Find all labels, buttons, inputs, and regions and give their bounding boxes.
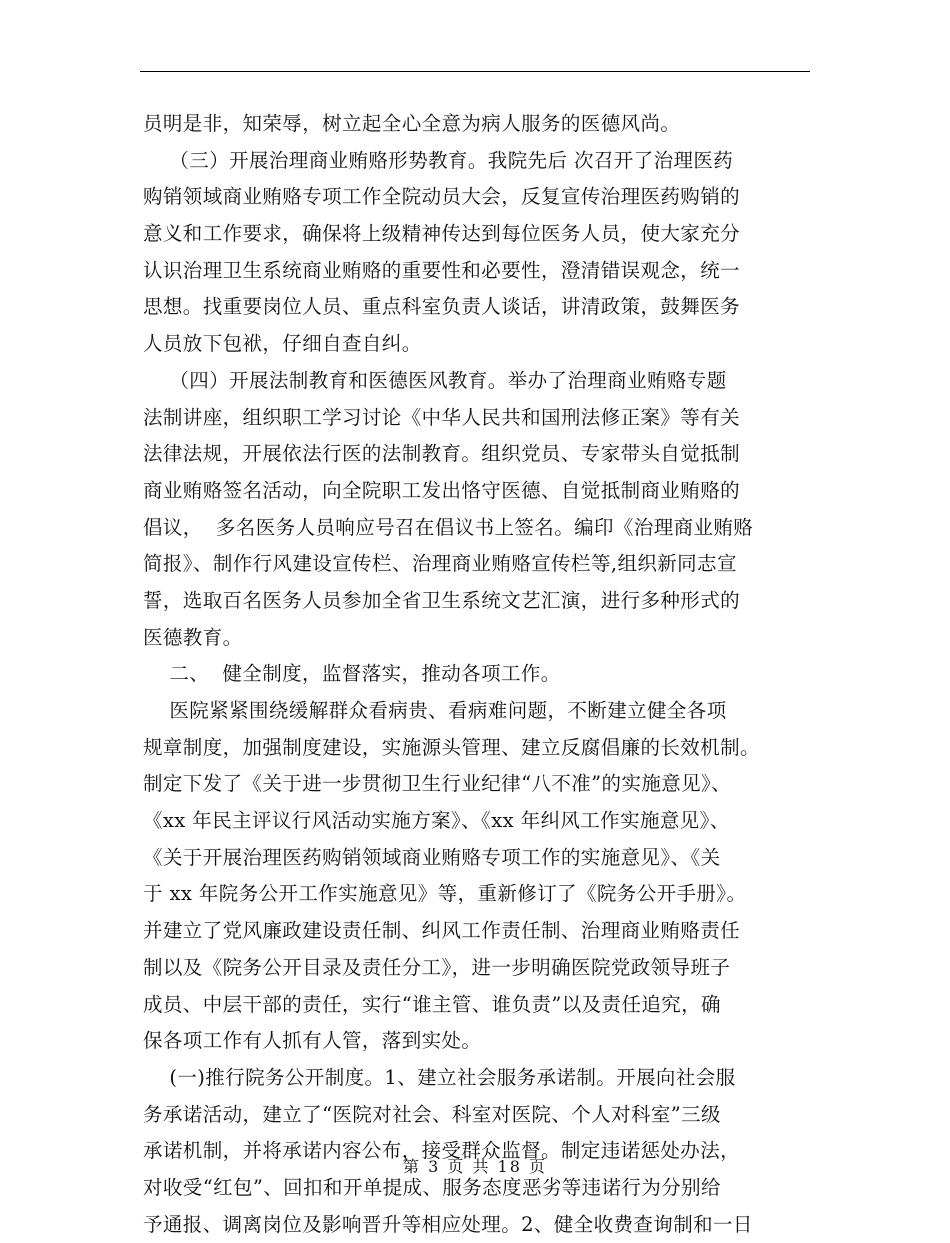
text-line: (一)推行院务公开制度。1、建立社会服务承诺制。开展向社会服: [143, 1065, 736, 1089]
text-line: 思想。找重要岗位人员、重点科室负责人谈话，讲清政策，鼓舞医务: [143, 295, 741, 319]
text-line: 并建立了党风廉政建设责任制、纠风工作责任制、治理商业贿赂责任: [143, 919, 741, 943]
text-line: 购销领域商业贿赂专项工作全院动员大会，反复宣传治理医药购销的: [143, 185, 741, 209]
text-line: 法制讲座，组织职工学习讨论《中华人民共和国刑法修正案》等有关: [143, 405, 741, 429]
text-line: 承诺机制，并将承诺内容公布，接受群众监督。制定违诺惩处办法，: [143, 1139, 741, 1163]
text-line: 简报》、制作行风建设宣传栏、治理商业贿赂宣传栏等,组织新同志宣: [143, 552, 737, 576]
text-line: 务承诺活动，建立了“医院对社会、科室对医院、个人对科室”三级: [143, 1102, 721, 1126]
document-body: [143, 106, 811, 1243]
text-line: 商业贿赂签名活动，向全院职工发出恪守医德、自觉抵制商业贿赂的: [143, 478, 741, 502]
text-line: 规章制度，加强制度建设，实施源头管理、建立反腐倡廉的长效机制。: [143, 735, 760, 759]
text-line: 员明是非，知荣辱，树立起全心全意为病人服务的医德风尚。: [143, 112, 681, 135]
text-line: 《xx 年民主评议行风活动实施方案》、《xx 年纠风工作实施意见》、: [143, 809, 730, 833]
header-rule: [140, 71, 810, 72]
text-line: 二、 健全制度，监督落实，推动各项工作。: [143, 662, 561, 686]
text-line: 保各项工作有人抓有人管，落到实处。: [143, 1029, 482, 1053]
text-line: 法律法规，开展依法行医的法制教育。组织党员、专家带头自觉抵制: [143, 442, 741, 466]
text-line: （三）开展治理商业贿赂形势教育。我院先后 次召开了治理医药: [143, 148, 734, 172]
page-footer: 第 3 页 共 18 页: [403, 1157, 547, 1176]
text-line: 制定下发了《关于进一步贯彻卫生行业纪律“八不准”的实施意见》、: [143, 772, 732, 796]
text-line: 《关于开展治理医药购销领域商业贿赂专项工作的实施意见》、《关: [143, 845, 721, 869]
text-line: （四）开展法制教育和医德医风教育。举办了治理商业贿赂专题: [143, 368, 727, 392]
text-line: 誓，选取百名医务人员参加全省卫生系统文艺汇演，进行多种形式的: [143, 588, 741, 612]
text-line: 意义和工作要求，确保将上级精神传达到每位医务人员，使大家充分: [143, 222, 741, 246]
text-line: 成员、中层干部的责任，实行“谁主管、谁负责”以及责任追究，确: [143, 992, 721, 1016]
text-line: 倡议， 多名医务人员响应号召在倡议书上签名。编印《治理商业贿赂: [143, 515, 754, 539]
text-line: 认识治理卫生系统商业贿赂的重要性和必要性，澄清错误观念，统一: [143, 258, 741, 282]
text-line: 予通报、调离岗位及影响晋升等相应处理。2、健全收费查询制和一日: [143, 1212, 753, 1236]
text-line: 于 xx 年院务公开工作实施意见》等，重新修订了《院务公开手册》。: [143, 882, 747, 906]
text-line: 对收受“红包”、回扣和开单提成、服务态度恶劣等违诺行为分别给: [143, 1175, 721, 1199]
text-line: 医院紧紧围绕缓解群众看病贵、看病难问题，不断建立健全各项: [143, 699, 727, 722]
text-line: 制以及《院务公开目录及责任分工》，进一步明确医院党政领导班子: [143, 955, 731, 979]
text-line: 人员放下包袱，仔细自查自纠。: [143, 332, 422, 356]
text-line: 医德教育。: [143, 625, 243, 649]
